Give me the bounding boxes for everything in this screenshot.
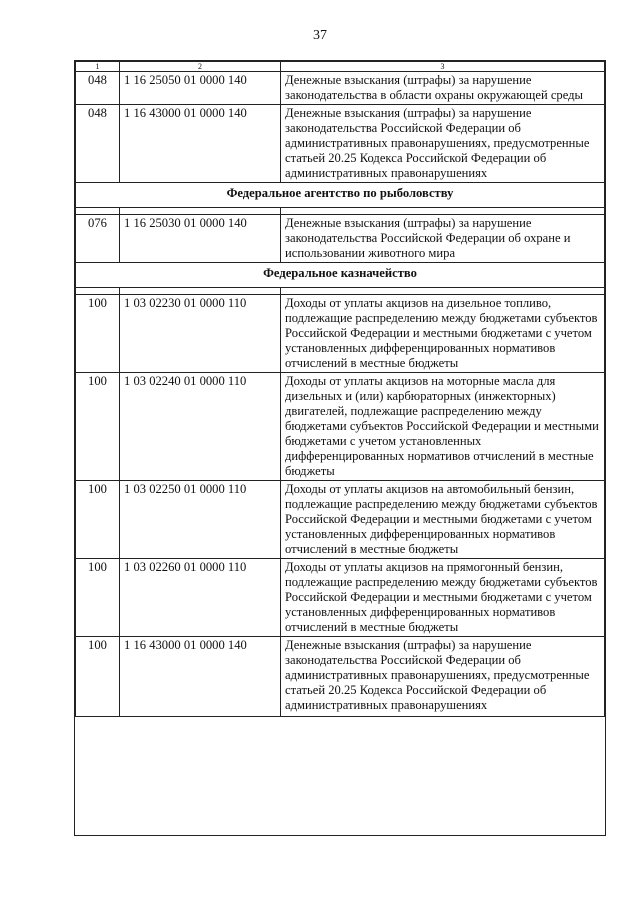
admin-code-cell: 076 bbox=[76, 215, 120, 263]
spacer-cell bbox=[120, 288, 281, 295]
column-number: 2 bbox=[120, 62, 281, 72]
revenue-codes-table bbox=[75, 61, 605, 717]
budget-classification-code-cell: 1 16 43000 01 0000 140 bbox=[120, 637, 281, 717]
revenue-description-cell: Доходы от уплаты акцизов на моторные масла для дизельных и (или) карбюраторных (инжекторных) двигателей, подлежащие распределению между бюджетами субъектов Российской Федерации и местными бюджетами с учетом установленных дифференцированных нормативов отчислений в местные бюджеты bbox=[281, 373, 605, 481]
table-row bbox=[76, 373, 605, 481]
budget-classification-code-cell: 1 03 02250 01 0000 110 bbox=[120, 481, 281, 559]
section-header-row bbox=[76, 263, 605, 288]
budget-classification-code-cell: 1 16 25030 01 0000 140 bbox=[120, 215, 281, 263]
section-title: Федеральное агентство по рыболовству bbox=[76, 183, 605, 208]
spacer-cell bbox=[76, 208, 120, 215]
revenue-description-cell: Доходы от уплаты акцизов на прямогонный бензин, подлежащие распределению между бюджетами субъектов Российской Федерации и местными бюджетами с учетом установленных дифференцированных нормативов отчислений в местные бюджеты bbox=[281, 559, 605, 637]
budget-classification-code-cell: 1 03 02230 01 0000 110 bbox=[120, 295, 281, 373]
admin-code-cell: 100 bbox=[76, 481, 120, 559]
column-number: 1 bbox=[76, 62, 120, 72]
column-number: 3 bbox=[281, 62, 605, 72]
table-row bbox=[76, 637, 605, 717]
admin-code-cell: 100 bbox=[76, 295, 120, 373]
revenue-description-cell: Доходы от уплаты акцизов на дизельное топливо, подлежащие распределению между бюджетами субъектов Российской Федерации и местными бюджетами с учетом установленных дифференцированных нормативов отчислений в местные бюджеты bbox=[281, 295, 605, 373]
spacer-cell bbox=[281, 208, 605, 215]
page-number: 37 bbox=[313, 28, 327, 43]
revenue-description-cell: Денежные взыскания (штрафы) за нарушение законодательства Российской Федерации об административных правонарушениях, предусмотренные статьей 20.25 Кодекса Российской Федерации об административных правонарушениях bbox=[281, 637, 605, 717]
admin-code-cell: 100 bbox=[76, 637, 120, 717]
table-row bbox=[76, 481, 605, 559]
section-title: Федеральное казначейство bbox=[76, 263, 605, 288]
spacer-cell bbox=[281, 288, 605, 295]
admin-code-cell: 100 bbox=[76, 373, 120, 481]
table-row bbox=[76, 559, 605, 637]
table-row bbox=[76, 105, 605, 183]
document-table-frame bbox=[74, 60, 606, 836]
spacer-cell bbox=[76, 288, 120, 295]
column-number-row bbox=[76, 62, 605, 72]
admin-code-cell: 100 bbox=[76, 559, 120, 637]
budget-classification-code-cell: 1 16 43000 01 0000 140 bbox=[120, 105, 281, 183]
table-row bbox=[76, 72, 605, 105]
spacer-row bbox=[76, 288, 605, 295]
table-row bbox=[76, 295, 605, 373]
budget-classification-code-cell: 1 03 02240 01 0000 110 bbox=[120, 373, 281, 481]
revenue-description-cell: Денежные взыскания (штрафы) за нарушение законодательства Российской Федерации об административных правонарушениях, предусмотренные статьей 20.25 Кодекса Российской Федерации об административных правонарушениях bbox=[281, 105, 605, 183]
spacer-cell bbox=[120, 208, 281, 215]
spacer-row bbox=[76, 208, 605, 215]
admin-code-cell: 048 bbox=[76, 72, 120, 105]
table-row bbox=[76, 215, 605, 263]
revenue-description-cell: Доходы от уплаты акцизов на автомобильный бензин, подлежащие распределению между бюджетами субъектов Российской Федерации и местными бюджетами с учетом установленных дифференцированных нормативов отчислений в местные бюджеты bbox=[281, 481, 605, 559]
budget-classification-code-cell: 1 03 02260 01 0000 110 bbox=[120, 559, 281, 637]
revenue-description-cell: Денежные взыскания (штрафы) за нарушение законодательства в области охраны окружающей среды bbox=[281, 72, 605, 105]
admin-code-cell: 048 bbox=[76, 105, 120, 183]
budget-classification-code-cell: 1 16 25050 01 0000 140 bbox=[120, 72, 281, 105]
section-header-row bbox=[76, 183, 605, 208]
revenue-description-cell: Денежные взыскания (штрафы) за нарушение законодательства Российской Федерации об охране и использовании животного мира bbox=[281, 215, 605, 263]
